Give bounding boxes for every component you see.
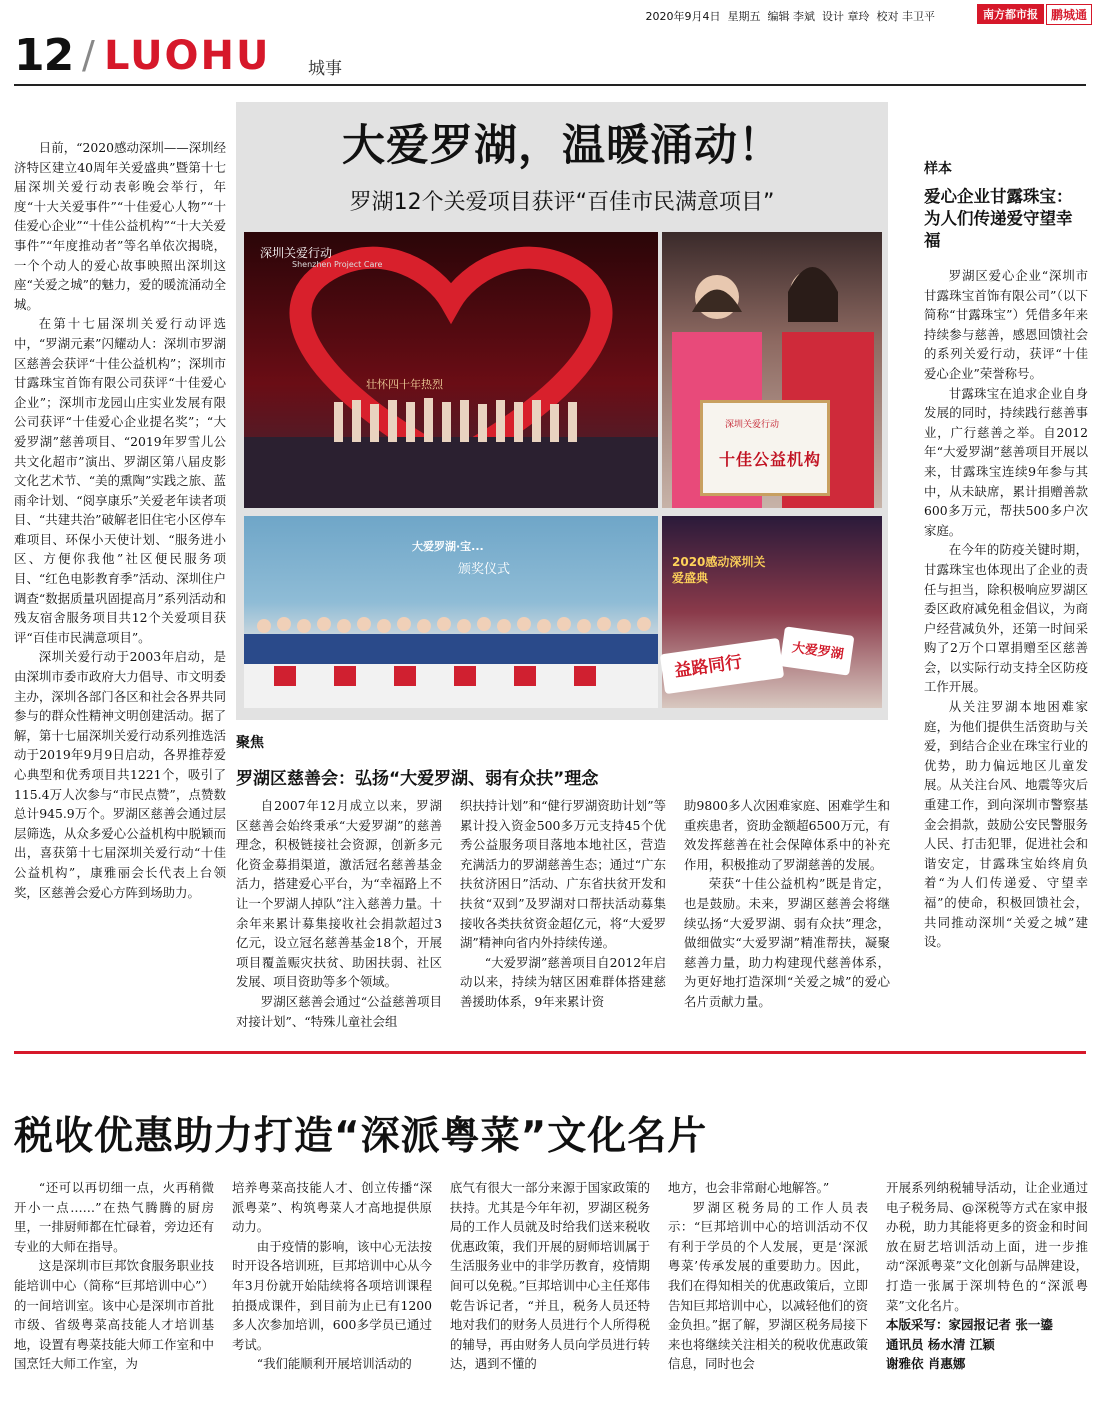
bottom-paragraph: “还可以再切细一点，火再稍微开小一点……”在热气腾腾的厨房里，一排厨师都在忙碌着，旁边还有专业的大师在指导。 [14,1180,214,1254]
header-rule [14,84,1086,86]
focus-paragraph: 荣获“十佳公益机构”既是肯定，也是鼓励。未来，罗湖区慈善会将继续弘扬“大爱罗湖、弱有众扶”理念，做细做实“大爱罗湖”精准帮扶，凝聚慈善力量，助力构建现代慈善体系，为更好地打造深圳“关爱之城”的爱心名片贡献力量。 [684,876,890,1009]
section-title-cn: 城事 [308,59,342,79]
bottom-column-1 [14,1178,214,1406]
sidebar-paragraph: 甘露珠宝在追求企业自身发展的同时，持续践行慈善事业，广行慈善之举。自2012年“大爱罗湖”慈善项目开展以来，甘露珠宝连续9年参与其中，从未缺席，累计捐赠善款600多万元，帮扶500多户次家庭。 [924,385,1088,538]
bottom-paragraph: 罗湖区税务局的工作人员表示：“巨邦培训中心的培训活动不仅有利于学员的个人发展，更是‘深派粤菜’传承发展的重要助力。因此，我们在得知相关的优惠政策后，立即告知巨邦培训中心，以减轻他们的资金负担。”据了解，罗湖区税务局接下来也将继续关注相关的税收优惠政策信息，同时也会 [668,1199,868,1372]
focus-headline: 罗湖区慈善会：弘扬“大爱罗湖、弱有众扶”理念 [236,769,599,789]
photo-ceremony-stage [244,232,658,508]
left-paragraph: 在第十七届深圳关爱行动评选中，“罗湖元素”闪耀动人：深圳市罗湖区慈善会获评“十佳公益机构”；深圳市甘露珠宝首饰有限公司获评“十佳爱心企业”；深圳市龙园山庄实业发展有限公司获评“十佳爱心企业提名奖”；“大爱罗湖”慈善项目、“2019年罗雪儿公共文化超市”演出、罗湖区第八届皮影文化艺术节、“美的熏陶”实践之旅、蓝雨伞计划、“阅享康乐”关爱老年读者项目、“共建共治”破解老旧住宅小区停车难项目、环保小天使计划、“服务进小区、方便你我他”社区便民服务项目、“红色电影教育季”活动、深圳住户调查“数据质量巩固提高月”系列活动和残友宿舍服务项目共12个关爱项目获评“百佳市民满意项目”。 [14,316,226,645]
focus-column-2 [460,796,666,1046]
bottom-paragraph: 培养粤菜高技能人才、创立传播“深派粤菜”、构筑粤菜人才高地提供原动力。 [232,1180,432,1235]
bottom-column-4 [668,1178,868,1406]
certificate-title: 十佳公益机构 [719,450,822,469]
issue-meta [646,8,936,24]
proofreader-name: 丰卫平 [902,10,935,23]
section-divider [14,1051,1086,1054]
bottom-paragraph: 地方，也会非常耐心地解答。” [668,1180,830,1195]
sidebar-paragraph: 罗湖区爱心企业“深圳市甘露珠宝首饰有限公司”（以下简称“甘露珠宝”）凭借多年来持续参与慈善，感恩回馈社会的系列关爱行动，获评“十佳爱心企业”荣誉称号。 [924,268,1088,381]
focus-paragraph: 助9800多人次困难家庭、困难学生和重疾患者，资助金额超6500万元，有效发挥慈善在社会保障体系中的补充作用，积极推动了罗湖慈善的发展。 [684,798,890,872]
focus-paragraph: 织扶持计划”和“健行罗湖资助计划”等累计投入资金500多万元支持45个优秀公益服务项目落地本地社区，营造充满活力的罗湖慈善生态；通过“广东扶贫济困日”活动、广东省扶贫开发和扶贫“双到”及罗湖对口帮扶活动募集接收各类扶贫资金超亿元，将“大爱罗湖”精神向省内外持续传递。 [460,798,666,951]
focus-column-1 [236,796,442,1046]
sign-board-illustration [662,516,882,708]
photo3-banner-sub: 颁奖仪式 [458,562,511,577]
left-paragraph: 日前，“2020感动深圳——深圳经济特区建立40周年关爱盛典”暨第十七届深圳关爱行动表彰晚会举行，年度“十大关爱事件”“十佳爱心人物”“十佳爱心企业”“十佳公益机构”“十大关爱事件”“年度推动者”等名单依次揭晓，一个个动人的爱心故事映照出深圳这座“关爱之城”的魅力，爱的暖流涌动全城。 [14,140,226,312]
left-column [14,138,226,900]
focus-paragraph: 罗湖区慈善会通过“公益慈善项目对接计划”、“特殊儿童社会组 [236,993,442,1029]
sidebar-kicker: 样本 [924,161,952,177]
designer-name: 章玲 [847,10,870,23]
bottom-column-5 [886,1178,1088,1406]
heart-stage-illustration [244,232,658,508]
bottom-paragraph: 由于疫情的影响，该中心无法按时开设各培训班，巨邦培训中心从今年3月份就开始陆续将各项培训课程拍摄成课件，到目前为止已有1200多人次参加培训，600多学员已通过考试。 [232,1238,432,1352]
sidebar-headline: 爱心企业甘露珠宝：为人们传递爱守望幸福 [924,187,1073,250]
feature-title: 大爱罗湖，温暖涌动！ [342,121,782,171]
photo1-banner: 壮怀四十年热烈 [366,378,443,391]
top-bar [0,0,1100,28]
left-paragraph: 深圳关爱行动于2003年启动，是由深圳市委市政府大力倡导、市文明委主办，深圳各部门各区和社会各界共同参与的群众性精神文明创建活动。据了解，第十七届深圳关爱行动系列推选活动于2019年9月9日启动，各界推荐爱心典型和优秀项目共1221个，吸引了115.4万人次参与“市民点赞”，点赞数总计945.9万个。罗湖区慈善会通过层层筛选，从众多爱心公益机构中脱颖而出，喜获第十七届深圳关爱行动“十佳公益机构”，康雅丽会长代表上台领奖，区慈善会爱心方阵到场助力。 [14,649,226,900]
bottom-paragraph: “我们能顺利开展培训活动的 [256,1356,412,1372]
focus-kicker: 聚焦 [236,735,264,751]
focus-paragraph: 自2007年12月成立以来，罗湖区慈善会始终秉承“大爱罗湖”的慈善理念，积极链接社会资源，创新多元化资金募捐渠道，激活冠名慈善基金活力，搭建爱心平台，为“幸福路上不让一个罗湖人掉队”注入慈善力量。十余年来累计募集接收社会捐款超过3亿元，设立冠名慈善基金18个，开展项目覆盖赈灾扶贫、助困扶弱、社区发展、项目资助等多个领域。 [236,798,442,990]
design-label: 设计 [822,10,844,23]
sidebar-paragraph: 在今年的防疫关键时期，甘露珠宝也体现出了企业的责任与担当，除积极响应罗湖区委区政府减免租金倡议，为商户经营减负外，还第一时间采购了2万个口罩捐赠至区慈善会，以实际行动支持全区防疫工作开展。 [924,542,1088,695]
photo-group-ceremony [244,516,658,708]
photo4-sign-left: 益路同行 [673,652,744,682]
page-number: 12 [14,30,74,81]
bottom-paragraph: 底气有很大一部分来源于国家政策的扶持。尤其是今年年初，罗湖区税务局的工作人员就及时给我们送来税收优惠政策，我们开展的厨师培训属于生活服务业中的非学历教育，疫情期间可以免税。”巨邦培训中心主任郑伟乾告诉记者，“并且，税务人员还特地对我们的财务人员进行个人所得税的辅导，再由财务人员向学员进行转达，遇到不懂的 [450,1180,650,1372]
section-title-en: LUOHU [104,33,271,79]
photo4-sign-right: 大爱罗湖 [790,640,845,663]
bottom-paragraph: 开展系列纳税辅导活动，让企业通过电子税务局、@深税等方式在家申报办税，助力其能将更多的资金和时间放在厨艺培训活动上面，进一步推动“深派粤菜”文化创新与品牌建设，打造一张属于深圳特色的“深派粤菜”文化名片。 [886,1180,1088,1313]
bottom-paragraph: 这是深圳市巨邦饮食服务职业技能培训中心（简称“巨邦培训中心”）的一间培训室。该中心是深圳市首批市级、省级粤菜高技能人才培训基地，设置有粤菜技能大师工作室和中国烹饪大师工作室，为 [14,1258,214,1372]
issue-date: 2020年9月4日 [645,10,721,23]
editor-name: 李斌 [793,10,815,23]
feature-subtitle: 罗湖12个关爱项目获评“百佳市民满意项目” [349,190,775,215]
byline-reporter: 本版采写：家园报记者 张一鎏 [886,1317,1053,1333]
issue-weekday: 星期五 [727,10,761,23]
proof-label: 校对 [876,10,899,23]
focus-column-3 [684,796,890,1046]
photo-signs [662,516,882,708]
bottom-column-3 [450,1178,650,1406]
bottom-column-2 [232,1178,432,1406]
bottom-headline: 税收优惠助力打造“深派粤菜”文化名片 [14,1114,708,1159]
paper-name: 南方都市报 [977,4,1044,24]
paper-partner: 鹏城通 [1046,4,1092,25]
photo1-logo-en: Shenzhen Project Care [292,260,383,269]
byline-correspondents-2: 谢雅依 肖惠娜 [886,1356,966,1372]
sidebar-column [924,266,1088,1006]
editor-label: 编辑 [767,10,790,23]
photo3-banner-title: 大爱罗湖·宝... [412,540,484,553]
sidebar-paragraph: 从关注罗湖本地困难家庭，为他们提供生活资助与关爱，到结合企业在珠宝行业的优势，助力偏远地区儿童发展。从关注台风、地震等灾后重建工作，到向深圳市警察基金会捐款，鼓励公安民警服务人民、打击犯罪，促进社会和谐安定，甘露珠宝始终肩负着“为人们传递爱、守望幸福”的使命，积极回馈社会，共同推动深圳“关爱之城”建设。 [924,699,1088,950]
byline-correspondents: 通讯员 杨水清 江颖 [886,1336,995,1352]
photo-award-certificate [662,232,882,508]
photo4-banner: 2020感动深圳关爱盛典 [672,555,766,585]
certificate-logo: 深圳关爱行动 [725,420,780,430]
photo1-logo: 深圳关爱行动 [260,246,333,260]
certificate-board [700,400,830,496]
focus-paragraph: “大爱罗湖”慈善项目自2012年启动以来，持续为辖区困难群体搭建慈善援助体系，9年来累计资 [460,954,666,1009]
header-slash: / [82,33,95,77]
masthead-logo [977,4,1092,24]
